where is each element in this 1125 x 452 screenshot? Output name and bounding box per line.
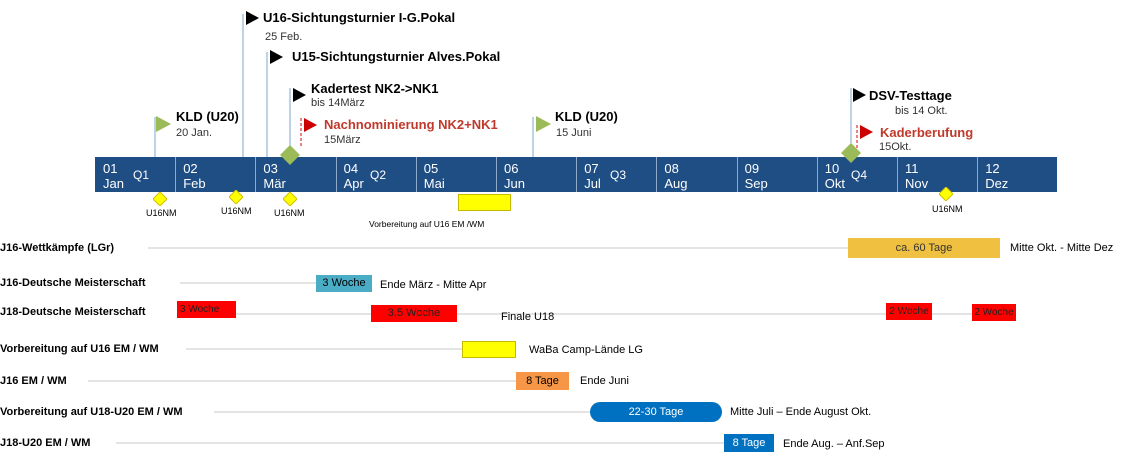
schedule-bar: ca. 60 Tage bbox=[848, 238, 1000, 258]
month-name: Mai bbox=[423, 176, 445, 191]
row-label: J16 EM / WM bbox=[0, 375, 67, 387]
row-label: J18-Deutsche Meisterschaft bbox=[0, 306, 146, 318]
month-name: Sep bbox=[744, 176, 768, 191]
event-title: U15-Sichtungsturnier Alves.Pokal bbox=[292, 49, 501, 64]
event-title: U16-Sichtungsturnier I-G.Pokal bbox=[263, 10, 456, 25]
month-name: Apr bbox=[343, 176, 364, 191]
month-number: 02 bbox=[183, 161, 198, 176]
event-subtitle: bis 14 Okt. bbox=[895, 105, 948, 117]
row-label: J18-U20 EM / WM bbox=[0, 437, 91, 449]
event-subtitle: 25 Feb. bbox=[265, 31, 303, 43]
schedule-bar: 22-30 Tage bbox=[590, 402, 722, 422]
u16nm-label: U16NM bbox=[221, 206, 252, 216]
event-subtitle: 20 Jan. bbox=[176, 127, 213, 139]
month-name: Okt bbox=[824, 176, 846, 191]
event-title: Kaderberufung bbox=[880, 125, 974, 140]
month-number: 11 bbox=[905, 161, 919, 176]
row-label: Vorbereitung auf U18-U20 EM / WM bbox=[0, 406, 183, 418]
u16nm-label: U16NM bbox=[274, 208, 305, 218]
month-number: 01 bbox=[103, 161, 118, 176]
schedule-bar: 3,5 Woche bbox=[371, 305, 457, 322]
row-note: WaBa Camp-Lände LG bbox=[529, 344, 643, 356]
quarter-label: Q2 bbox=[370, 168, 387, 182]
month-number: 05 bbox=[423, 161, 439, 176]
schedule-bar: 3 Woche bbox=[316, 275, 372, 292]
month-name: Jun bbox=[504, 176, 525, 191]
event-title: Nachnominierung NK2+NK1 bbox=[324, 117, 498, 132]
event-title: Kadertest NK2->NK1 bbox=[311, 81, 439, 96]
month-number: 07 bbox=[584, 161, 599, 176]
month-name: Dez bbox=[985, 176, 1009, 191]
row-label: J16-Wettkämpfe (LGr) bbox=[0, 242, 115, 254]
month-number: 12 bbox=[985, 161, 1000, 176]
month-number: 08 bbox=[664, 161, 679, 176]
schedule-bar: 8 Tage bbox=[516, 372, 569, 390]
event-title: DSV-Testtage bbox=[869, 88, 952, 103]
event-subtitle: bis 14März bbox=[311, 97, 365, 109]
month-number: 06 bbox=[504, 161, 519, 176]
month-name: Jan bbox=[103, 176, 124, 191]
schedule-bar bbox=[462, 341, 516, 358]
month-number: 03 bbox=[263, 161, 278, 176]
row-note: Finale U18 bbox=[501, 311, 555, 323]
quarter-label: Q3 bbox=[610, 168, 627, 182]
schedule-bar: 2 Woche bbox=[972, 304, 1016, 321]
row-note: Ende März - Mitte Apr bbox=[380, 279, 487, 291]
event-title: KLD (U20) bbox=[176, 109, 239, 124]
schedule-bar: 3 Woche bbox=[177, 301, 236, 318]
month-name: Aug bbox=[664, 176, 688, 191]
u16nm-label: U16NM bbox=[146, 208, 177, 218]
schedule-bar: 2 Woche bbox=[886, 303, 932, 320]
quarter-label: Q1 bbox=[133, 168, 150, 182]
month-name: Nov bbox=[905, 176, 929, 191]
event-subtitle: 15März bbox=[324, 134, 361, 146]
row-note: Ende Aug. – Anf.Sep bbox=[783, 438, 885, 450]
event-subtitle: 15 Juni bbox=[556, 127, 592, 139]
month-number: 10 bbox=[824, 161, 840, 176]
event-subtitle: 15Okt. bbox=[879, 141, 912, 153]
schedule-bar: 8 Tage bbox=[724, 434, 774, 452]
event-title: KLD (U20) bbox=[555, 109, 618, 124]
row-label: Vorbereitung auf U16 EM / WM bbox=[0, 343, 159, 355]
month-number: 09 bbox=[744, 161, 760, 176]
month-name: Mär bbox=[263, 176, 286, 191]
row-note: Ende Juni bbox=[580, 375, 629, 387]
row-label: J16-Deutsche Meisterschaft bbox=[0, 277, 146, 289]
u16nm-label: U16NM bbox=[932, 204, 963, 214]
row-note: Mitte Juli – Ende August Okt. bbox=[730, 406, 872, 418]
month-name: Jul bbox=[584, 176, 601, 191]
row-note: Mitte Okt. - Mitte Dez bbox=[1010, 242, 1114, 254]
vorbereitung-note: Vorbereitung auf U16 EM /WM bbox=[369, 219, 485, 229]
quarter-label: Q4 bbox=[851, 168, 868, 182]
month-name: Feb bbox=[183, 176, 206, 191]
month-number: 04 bbox=[343, 161, 359, 176]
